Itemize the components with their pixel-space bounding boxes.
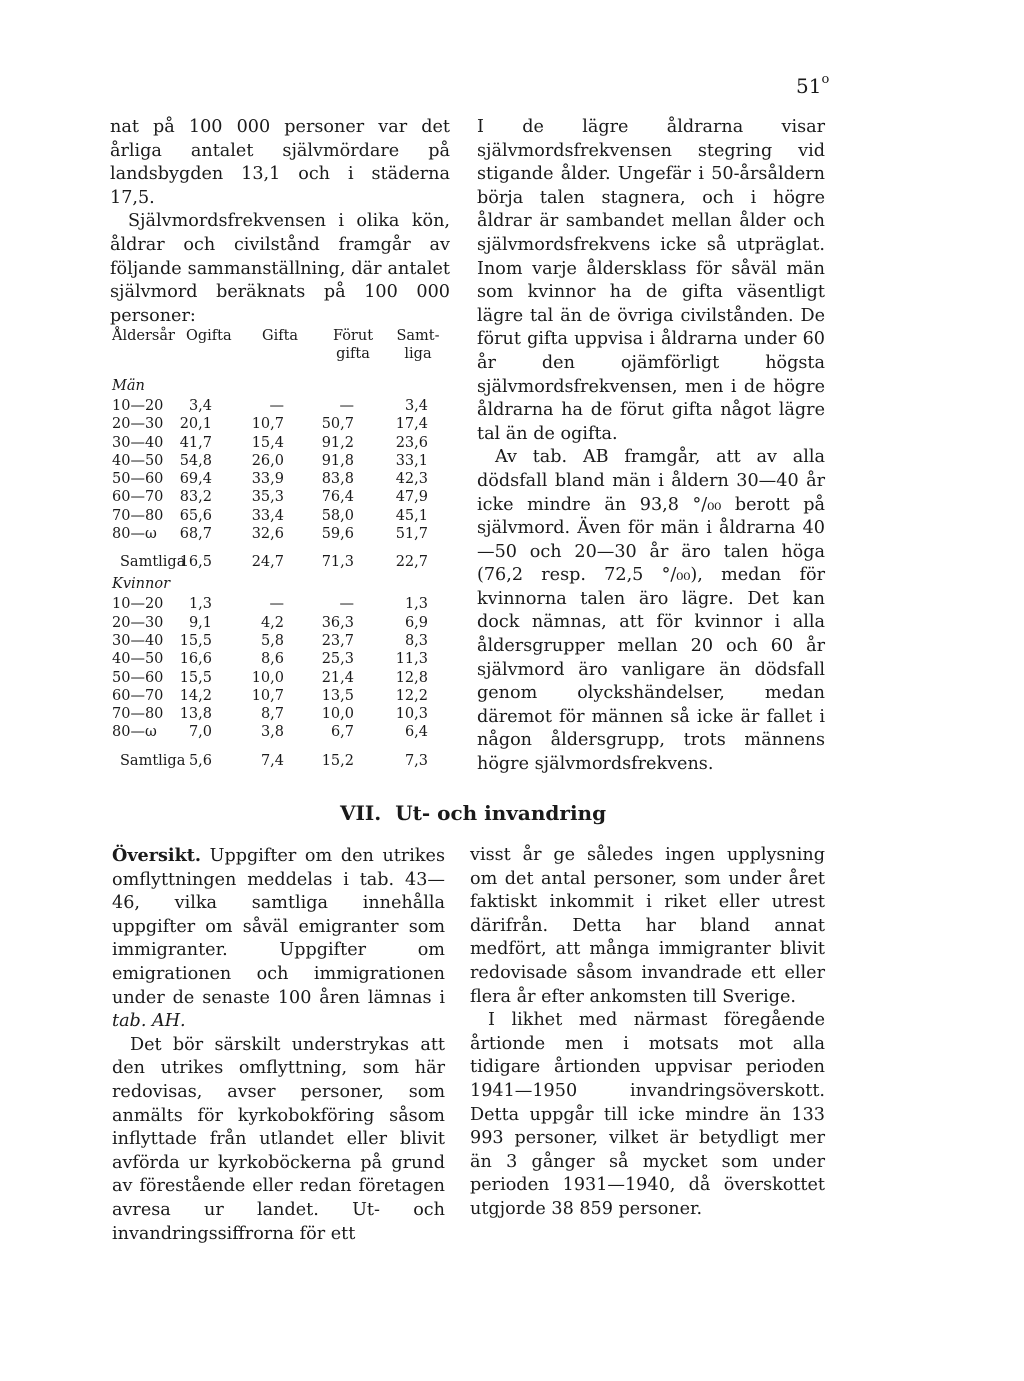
table-row [112,669,442,687]
previously-married-cell: — [339,596,354,613]
immigration-surplus-paragraph: I likhet med närmast föregående årtionde men i motsats mot alla tidigare årtionden uppvisar perioden 1941—1950 invandringsöverskott. Detta uppgår till icke mindre än 133 993 personer, vilket är betydligt mer än 3 gånger så mycket som under perioden 1931—1940, då överskottet utgjorde 38 859 personer. [470,1010,825,1219]
total-cell: 17,4 [395,416,428,433]
unmarried-cell: 3,4 [188,398,212,414]
age-cell: 10—20 [112,596,164,613]
table-total-row [112,742,442,772]
group-label: Kvinnor [112,576,170,593]
married-cell: 32,6 [251,526,284,543]
married-cell: 10,0 [251,669,284,686]
table-row [112,488,442,506]
header-married: Gifta [262,328,299,344]
unmarried-cell: 20,1 [179,416,212,433]
total-cell: 8,3 [404,632,428,649]
top-right-column [477,116,825,777]
previously-married-cell: 50,7 [321,416,354,433]
total-cell: 33,1 [395,452,428,469]
married-cell: 10,7 [251,416,284,433]
unmarried-cell: 14,2 [179,687,212,704]
age-cell: 30—40 [112,632,164,649]
total-cell: 45,1 [395,507,428,524]
unmarried-cell: 5,6 [188,752,212,769]
previously-married-cell: 58,0 [321,507,354,524]
age-cell: 70—80 [112,706,164,723]
total-cell: 10,3 [395,706,428,723]
age-cell: 60—70 [112,687,164,704]
right-paragraph-1: I de lägre åldrarna visar självmordsfrekvensen stegring vid stigande ålder. Ungefär i 50-årsåldern börja talen stagnera, och i högre åldrar är sambandet mellan ålder och självmordsfrekvens icke så utpräglat. Inom varje åldersklass för såväl män som kvinnor ha de gifta väsentligt lägre tal än de övriga civilstånden. De förut gifta uppvisa i åldrarna under 60 år den ojämförligt högsta självmordsfrekvensen, men i de högre åldrarna ha de förut gifta något lägre tal än de ogifta. [477,117,825,444]
age-cell: 40—50 [112,651,164,668]
page-number: 51$^o$ [796,72,830,98]
age-cell: 50—60 [112,471,164,488]
age-cell: 50—60 [112,669,164,686]
total-cell: 3,4 [404,398,428,414]
header-age: Åldersår [112,328,175,344]
previously-married-cell: 59,6 [321,526,354,543]
right-paragraph-2: Av tab. AB framgår, att av alla dödsfall bland män i åldern 30—40 år icke mindre än 93,8 °/₀₀ berott på självmord. Även för män i åldrarna 40—50 och 20—30 år äro talen höga (76,2 resp. 72,5 °/₀₀), medan för kvinnorna talen äro lägre. Det kan dock nämnas, att för kvinnor i alla åldersgrupper mellan 20 och 60 år självmord äro vanligare än dödsfall genom olyckshändelser, medan däremot för männen så icke är fallet i någon åldersgrupp, trots männens högre självmordsfrekvens. [477,447,825,775]
married-cell: 35,3 [251,489,284,506]
total-cell: 22,7 [395,554,428,571]
emigration-paragraph: Det bör särskilt understrykas att den utrikes omflyttning, som här redovisas, avser personer, som anmälts för kyrkobokföring såsom inflyttade från utlandet eller blivit avförda ur kyrkoböckerna på grund av förestående eller redan företagen avresa ur landet. Ut- och invandringssiffrorna för ett [112,1034,445,1244]
total-cell: 47,9 [395,489,428,506]
age-cell: 20—30 [112,614,164,631]
married-cell: 33,4 [251,507,284,524]
total-cell: 6,9 [404,614,428,631]
page-number-suffix: o [821,72,830,87]
header-previously-married: Förut gifta [332,328,374,362]
married-cell: 7,4 [260,752,284,769]
unmarried-cell: 13,8 [179,706,212,723]
age-cell: 70—80 [112,507,164,524]
table-row [112,452,442,470]
married-cell: 33,9 [251,471,284,488]
married-cell: 15,4 [251,434,284,451]
section-heading [340,801,606,825]
unmarried-cell: 69,4 [179,471,212,488]
married-cell: 10,7 [251,687,284,704]
unmarried-cell: 9,1 [188,614,212,631]
age-cell: Samtliga [120,752,186,769]
bottom-right-column [470,844,825,1222]
table-reference: tab. AH. [112,1011,186,1032]
table-intro-paragraph: Självmordsfrekvensen i olika kön, åldrar och civilstånd framgår av följande sammanställning, där antalet självmord beräknats på 100 000 personer: [110,211,450,326]
married-cell: 26,0 [251,452,284,469]
previously-married-cell: 71,3 [321,554,354,571]
unmarried-cell: 16,6 [179,651,212,668]
table-row [112,595,442,613]
unmarried-cell: 16,5 [179,554,212,571]
table-row [112,470,442,488]
married-cell: 3,8 [260,724,284,741]
table-row [112,614,442,632]
section-title: Ut- och invandring [395,801,607,825]
total-cell: 1,3 [404,596,428,613]
section-number: VII. [340,801,382,825]
table-row [112,507,442,525]
total-cell: 12,2 [395,687,428,704]
previously-married-cell: 21,4 [321,669,354,686]
age-cell: Samtliga [120,554,186,571]
unmarried-cell: 1,3 [188,596,212,613]
table-row [112,705,442,723]
table-header [112,327,442,375]
table-row [112,525,442,543]
age-cell: 80—ω [112,526,157,543]
table-row [112,415,442,433]
previously-married-cell: 13,5 [321,687,354,704]
table-row [112,687,442,705]
unmarried-cell: 41,7 [179,434,212,451]
age-cell: 80—ω [112,724,157,741]
previously-married-cell: 91,2 [321,434,354,451]
unmarried-cell: 68,7 [179,526,212,543]
previously-married-cell: 6,7 [330,724,354,741]
previously-married-cell: 25,3 [321,651,354,668]
top-left-column [110,116,450,328]
header-total: Samt-liga [396,328,440,362]
unmarried-cell: 65,6 [179,507,212,524]
suicide-rate-table [112,327,442,772]
previously-married-cell: 23,7 [321,632,354,649]
table-row [112,434,442,452]
total-cell: 23,6 [395,434,428,451]
intro-paragraph: nat på 100 000 personer var det årliga antalet självmördare på landsbygden 13,1 och i städerna 17,5. [110,117,450,208]
age-cell: 20—30 [112,416,164,433]
unmarried-cell: 7,0 [188,724,212,741]
total-cell: 51,7 [395,526,428,543]
previously-married-cell: 91,8 [321,452,354,469]
previously-married-cell: 36,3 [321,614,354,631]
previously-married-cell: 83,8 [321,471,354,488]
age-cell: 30—40 [112,434,164,451]
table-total-row [112,543,442,573]
total-cell: 12,8 [395,669,428,686]
total-cell: 42,3 [395,471,428,488]
total-cell: 7,3 [404,752,428,769]
unmarried-cell: 15,5 [179,632,212,649]
group-label: Män [112,378,145,394]
overview-lead: Översikt. [112,845,202,866]
table-row [112,723,442,741]
previously-married-cell: 10,0 [321,706,354,723]
age-cell: 60—70 [112,489,164,506]
table-row [112,650,442,668]
married-cell: 24,7 [251,554,284,571]
previously-married-cell: — [339,398,354,414]
table-row [112,397,442,415]
bottom-left-column [112,844,445,1246]
age-cell: 40—50 [112,452,164,469]
married-cell: 5,8 [260,632,284,649]
married-cell: — [269,398,284,414]
header-unmarried: Ogifta [186,328,232,344]
previously-married-cell: 15,2 [321,752,354,769]
unmarried-cell: 54,8 [179,452,212,469]
unmarried-cell: 15,5 [179,669,212,686]
married-cell: 4,2 [260,614,284,631]
overview-paragraph: Översikt. Uppgifter om den utrikes omflyttningen meddelas i tab. 43—46, vilka samtliga innehålla uppgifter om såväl emigranter som immigranter. Uppgifter om emigrationen och immigrationen under de senaste 100 åren lämnas i tab. AH. [112,845,445,1032]
married-cell: 8,7 [260,706,284,723]
age-cell: 10—20 [112,398,164,414]
total-cell: 11,3 [395,651,428,668]
married-cell: — [269,596,284,613]
continuation-paragraph: visst år ge således ingen upplysning om det antal personer, som under året faktiskt inkommit i riket eller utrest därifrån. Detta har bland annat medfört, att många immigranter blivit redovisade såsom invandrade ett eller flera år efter ankomsten till Sverige. [470,845,825,1007]
married-cell: 8,6 [260,651,284,668]
table-body [112,375,442,772]
previously-married-cell: 76,4 [321,489,354,506]
table-row [112,632,442,650]
total-cell: 6,4 [404,724,428,741]
unmarried-cell: 83,2 [179,489,212,506]
